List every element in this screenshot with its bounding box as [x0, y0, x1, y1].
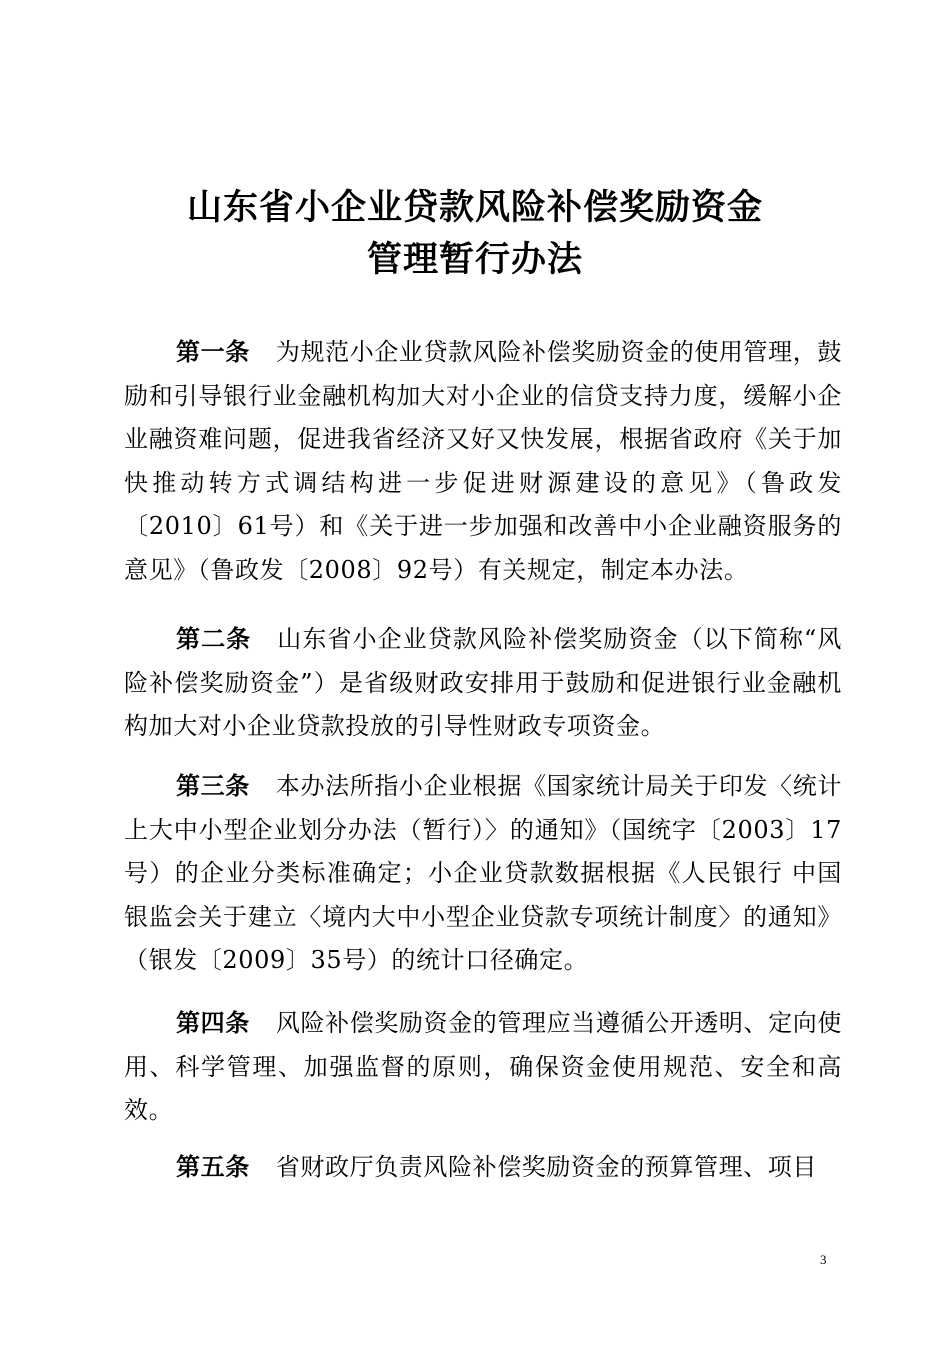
article-number: 第五条: [176, 1152, 250, 1181]
article-1: [124, 330, 842, 592]
article-text: 山东省小企业贷款风险补偿奖励资金（以下简称“风险补偿奖励资金”）是省级财政安排用于鼓励和促进银行业金融机构加大对小企业贷款投放的引导性财政专项资金。: [124, 625, 842, 740]
article-number: 第二条: [176, 624, 252, 653]
article-text: 省财政厅负责风险补偿奖励资金的预算管理、项目: [275, 1153, 818, 1181]
article-2: [124, 617, 842, 749]
article-4: [124, 1001, 842, 1133]
document-title-line-1: 山东省小企业贷款风险补偿奖励资金: [186, 187, 763, 228]
page-number: 3: [820, 1252, 827, 1267]
article-number: 第一条: [176, 337, 250, 366]
article-number: 第三条: [176, 771, 250, 800]
article-text: 本办法所指小企业根据《国家统计局关于印发〈统计上大中小型企业划分办法（暂行）〉的通知》（国统字〔2003〕17号）的企业分类标准确定；小企业贷款数据根据《人民银行 中国银监会关于建立〈境内大中小型企业贷款专项统计制度〉的通知》（银发〔2009〕35号）的统计口径确定。: [124, 772, 842, 974]
document-title-line-2: 管理暂行办法: [366, 239, 583, 280]
article-5: [124, 1145, 842, 1190]
article-text: 为规范小企业贷款风险补偿奖励资金的使用管理，鼓励和引导银行业金融机构加大对小企业的信贷支持力度，缓解小企业融资难问题，促进我省经济又好又快发展，根据省政府《关于加快推动转方式调结构进一步促进财源建设的意见》（鲁政发〔2010〕61号）和《关于进一步加强和改善中小企业融资服务的意见》（鲁政发〔2008〕92号）有关规定，制定本办法。: [124, 338, 842, 584]
article-number: 第四条: [176, 1008, 250, 1037]
article-3: [124, 764, 842, 983]
article-text: 风险补偿奖励资金的管理应当遵循公开透明、定向使用、科学管理、加强监督的原则，确保资金使用规范、安全和高效。: [124, 1009, 842, 1124]
